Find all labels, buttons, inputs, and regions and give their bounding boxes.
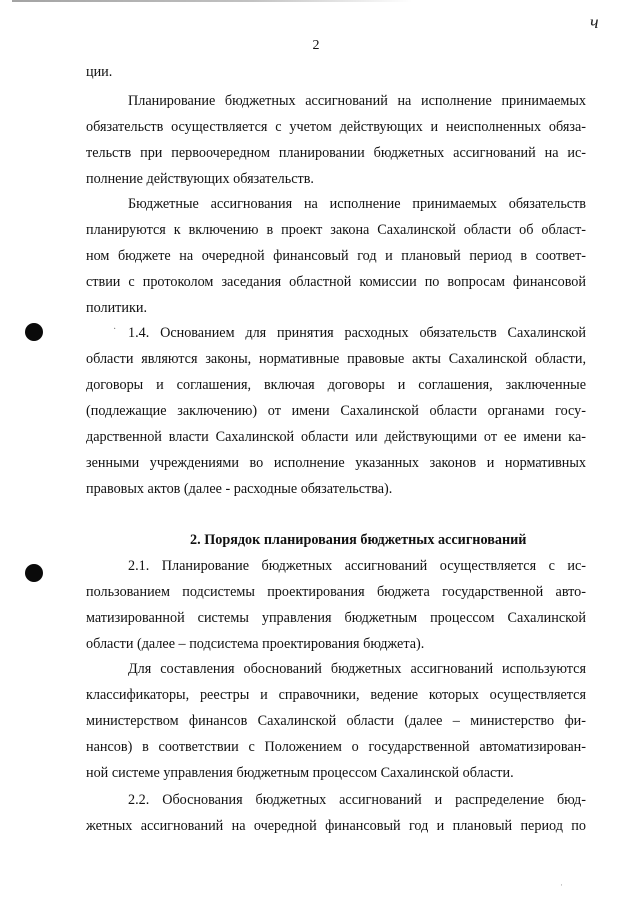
scan-speck: ·: [113, 324, 117, 335]
clause-1-4-line: договоры и соглашения, включая договоры и соглашения, заключенные: [86, 377, 586, 393]
clause-1-4-line: (подлежащие заключению) от имени Сахалинской области органами госу-: [86, 403, 586, 419]
punch-hole-upper: [25, 323, 43, 341]
paragraph-line: ной системе управления бюджетным процессом Сахалинской области.: [86, 765, 514, 781]
paragraph-line: министерством финансов Сахалинской области (далее – министерство фи-: [86, 713, 586, 729]
clause-1-4-line: 1.4. Основанием для принятия расходных обязательств Сахалинской: [128, 325, 586, 341]
punch-hole-lower: [25, 564, 43, 582]
clause-2-1-line: матизированной системы управления бюджетным процессом Сахалинской: [86, 610, 586, 626]
paragraph-line: планируются к включению в проект закона Сахалинской области об област-: [86, 222, 586, 238]
paragraph-line: ном бюджете на очередной финансовый год и плановый период в соответ-: [86, 248, 586, 264]
paragraph-line: ствии с протоколом заседания областной комиссии по вопросам финансовой: [86, 274, 586, 290]
paragraph-line: Бюджетные ассигнования на исполнение принимаемых обязательств: [128, 196, 586, 212]
paragraph-line: обязательств осуществляется с учетом действующих и неисполненных обяза-: [86, 119, 586, 135]
paragraph-line: классификаторы, реестры и справочники, ведение которых осуществляется: [86, 687, 586, 703]
clause-2-2-line: жетных ассигнований на очередной финансовый год и плановый период по: [86, 818, 586, 834]
clause-1-4-line: правовых актов (далее - расходные обязательства).: [86, 481, 393, 497]
paragraph-line: Для составления обоснований бюджетных ассигнований используются: [128, 661, 586, 677]
clause-1-4-line: зенными учреждениями во исполнение указанных законов и нормативных: [86, 455, 586, 471]
page-number: 2: [312, 38, 320, 53]
paragraph-line: тельств при первоочередном планировании бюджетных ассигнований на ис-: [86, 145, 586, 161]
continuation-line: ции.: [86, 64, 113, 80]
clause-1-4-line: области являются законы, нормативные правовые акты Сахалинской области,: [86, 351, 586, 367]
paragraph-line: политики.: [86, 300, 147, 316]
section-heading: 2. Порядок планирования бюджетных ассигнований: [190, 532, 527, 548]
paragraph-line: нансов) в соответствии с Положением о государственной автоматизирован-: [86, 739, 586, 755]
clause-2-1-line: пользованием подсистемы проектирования бюджета государственной авто-: [86, 584, 586, 600]
clause-2-1-line: области (далее – подсистема проектирования бюджета).: [86, 636, 425, 652]
clause-2-1-line: 2.1. Планирование бюджетных ассигнований осуществляется с ис-: [128, 558, 586, 574]
handwritten-page-mark: ч: [590, 12, 599, 32]
scan-top-edge: [12, 0, 412, 2]
paragraph-line: полнение действующих обязательств.: [86, 171, 314, 187]
clause-2-2-line: 2.2. Обоснования бюджетных ассигнований и распределение бюд-: [128, 792, 586, 808]
paragraph-line: Планирование бюджетных ассигнований на исполнение принимаемых: [128, 93, 586, 109]
scan-speck: ·: [560, 880, 563, 890]
clause-1-4-line: дарственной власти Сахалинской области или действующими от ее имени ка-: [86, 429, 586, 445]
